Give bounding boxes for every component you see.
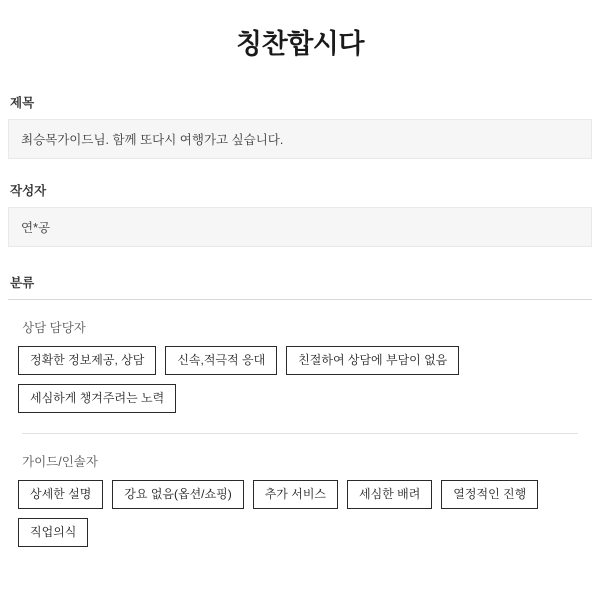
author-value: 연*공	[8, 207, 592, 247]
subject-field-block	[0, 93, 600, 159]
category-chip[interactable]: 세심하게 챙겨주려는 노력	[18, 384, 176, 413]
chip-list	[18, 480, 582, 547]
category-chip[interactable]: 정확한 정보제공, 상담	[18, 346, 156, 375]
group-title: 상담 담당자	[22, 321, 86, 335]
subject-label: 제목	[10, 96, 35, 110]
author-field-block	[0, 181, 600, 247]
author-label: 작성자	[10, 184, 47, 198]
group-separator	[22, 433, 578, 434]
group-title: 가이드/인솔자	[22, 455, 98, 469]
subject-value: 최승목가이드님. 함께 또다시 여행가고 싶습니다.	[8, 119, 592, 159]
page-title: 칭찬합시다	[236, 29, 364, 59]
chip-list	[18, 346, 582, 413]
category-group-counselor	[0, 318, 600, 434]
category-chip[interactable]: 열정적인 진행	[441, 480, 538, 509]
category-chip[interactable]: 추가 서비스	[253, 480, 338, 509]
category-group-guide	[0, 452, 600, 547]
category-divider	[8, 299, 592, 300]
category-chip[interactable]: 직업의식	[18, 518, 88, 547]
category-chip[interactable]: 세심한 배려	[347, 480, 432, 509]
category-chip[interactable]: 강요 없음(옵션/쇼핑)	[112, 480, 243, 509]
category-chip[interactable]: 상세한 설명	[18, 480, 103, 509]
category-chip[interactable]: 신속,적극적 응대	[165, 346, 277, 375]
category-chip[interactable]: 친절하여 상담에 부담이 없음	[286, 346, 459, 375]
category-label: 분류	[10, 276, 35, 290]
